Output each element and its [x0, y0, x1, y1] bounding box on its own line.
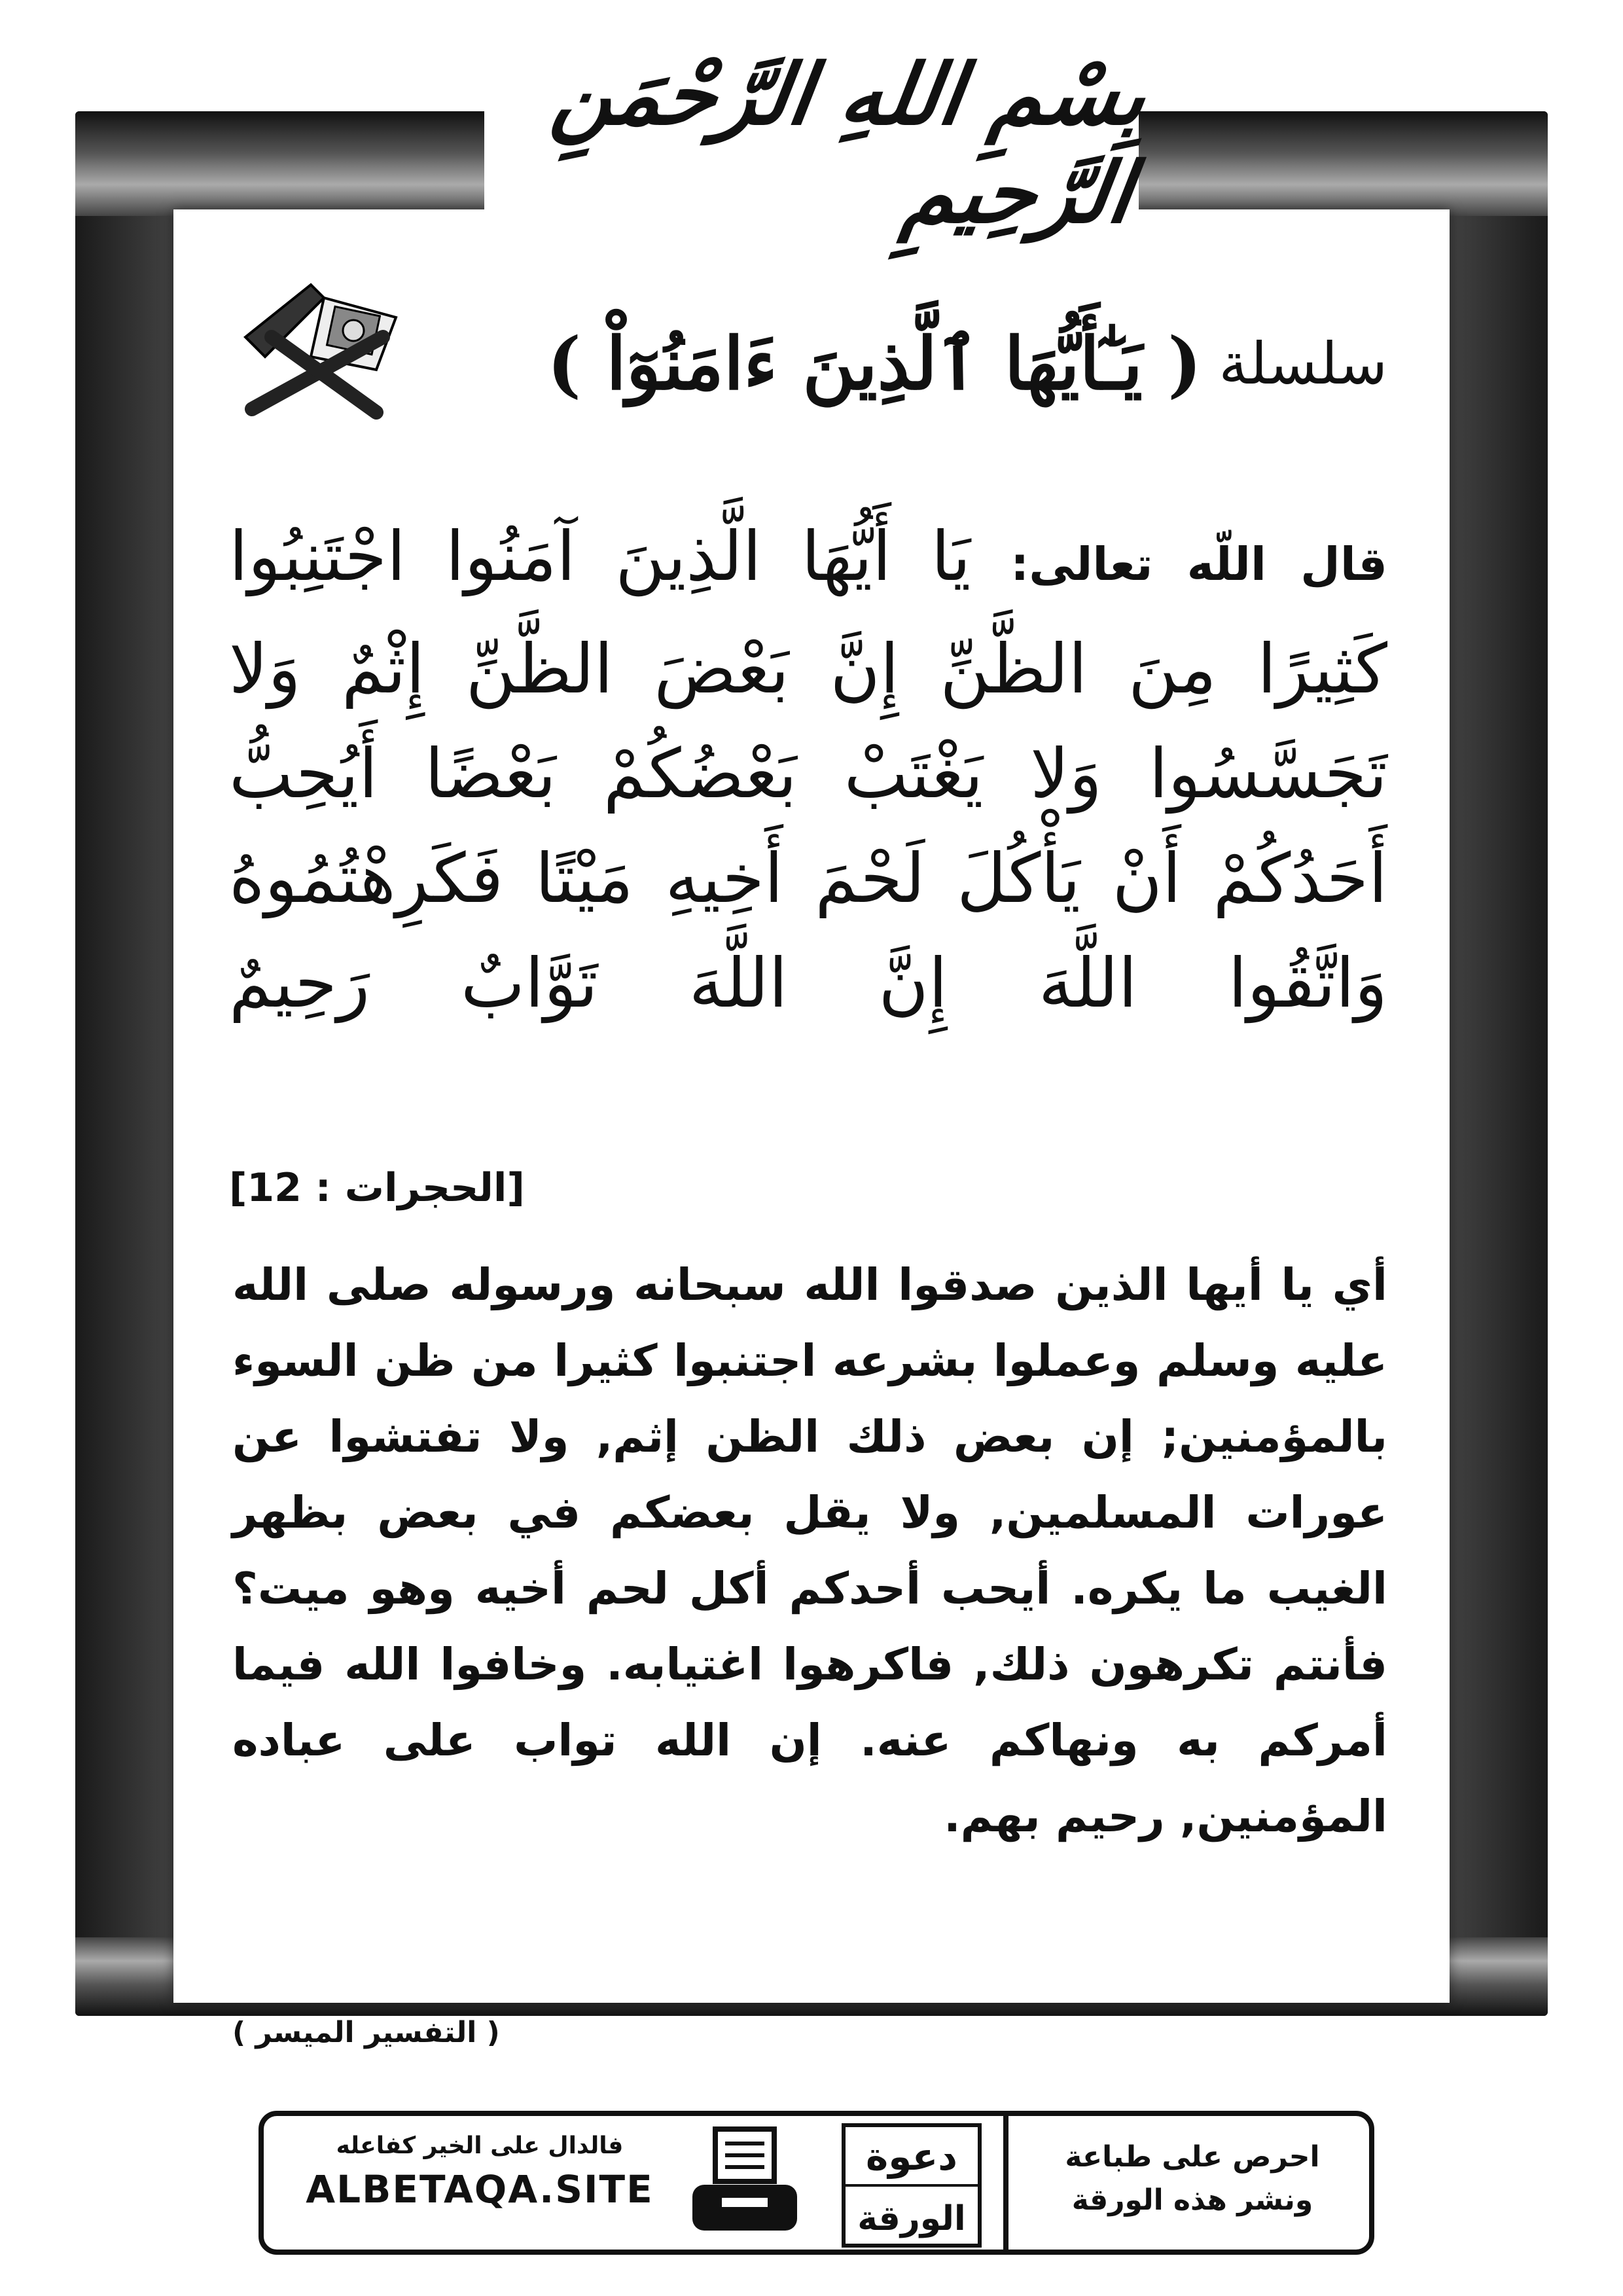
series-title: ( يَـٰٓأَيُّهَا ٱلَّذِينَ ءَامَنُوٓاْ ) [547, 321, 1202, 406]
basmala-banner [484, 39, 1153, 249]
footer-site-link[interactable]: ALBETAQA.SITE [306, 2167, 654, 2212]
footer-website-block [283, 2132, 676, 2212]
tafsir-source: ( التفسير الميسر ) [232, 2016, 500, 2049]
footer-saying: فالدال على الخير كفاعله [336, 2132, 624, 2159]
quran-stand-icon [232, 259, 409, 422]
series-label: سلسلة [1219, 329, 1387, 397]
tafsir-text: أي يا أيها الذين صدقوا الله سبحانه ورسوله صلى الله عليه وسلم وعملوا بشرعه اجتنبوا كثيرا من ظن السوء بالمؤمنين; إن بعض ذلك الظن إثم, ولا تفتشوا عن عورات المسلمين, ولا يقل بعضكم في بعض بظهر الغيب ما يكره. أيحب أحدكم أكل لحم أخيه وهو ميت؟ فأنتم تكرهون ذلك, فاكرهوا اغتيابه. وخافوا الله فيما أمركم به ونهاكم عنه. إن الله تواب على عباده المؤمنين, رحيم بهم. [232, 1259, 1387, 1842]
printer-icon [683, 2123, 807, 2247]
logo-text-bottom: الورقة [857, 2199, 966, 2238]
logo-text-top: دعوة [866, 2134, 957, 2179]
footer-banner [259, 2111, 1374, 2255]
footer-notice-line1: احرص على طباعة [1065, 2140, 1320, 2174]
verse-intro: قال اللّه تعالى: [1010, 537, 1387, 591]
footer-divider [1003, 2116, 1008, 2250]
series-heading [419, 308, 1387, 419]
footer-print-notice [1042, 2136, 1343, 2222]
basmala-text: بِسْمِ اللهِ الرَّحْمَنِ الرَّحِيمِ [546, 46, 1153, 242]
dawat-alwaraqa-logo [840, 2121, 984, 2250]
quran-verse [229, 504, 1387, 1035]
footer-notice-line2: ونشر هذه الورقة [1071, 2183, 1313, 2217]
verse-text: يَا أَيُّهَا الَّذِينَ آمَنُوا اجْتَنِبُوا كَثِيرًا مِنَ الظَّنِّ إِنَّ بَعْضَ الظَّنِّ إِثْمٌ وَلا تَجَسَّسُوا وَلا يَغْتَبْ بَعْضُكُمْ بَعْضًا أَيُحِبُّ أَحَدُكُمْ أَنْ يَأْكُلَ لَحْمَ أَخِيهِ مَيْتًا فَكَرِهْتُمُوهُ وَاتَّقُوا اللَّهَ إِنَّ اللَّهَ تَوَّابٌ رَحِيمٌ [229, 516, 1387, 1023]
verse-reference: [الحجرات : 12] [229, 1165, 525, 1211]
